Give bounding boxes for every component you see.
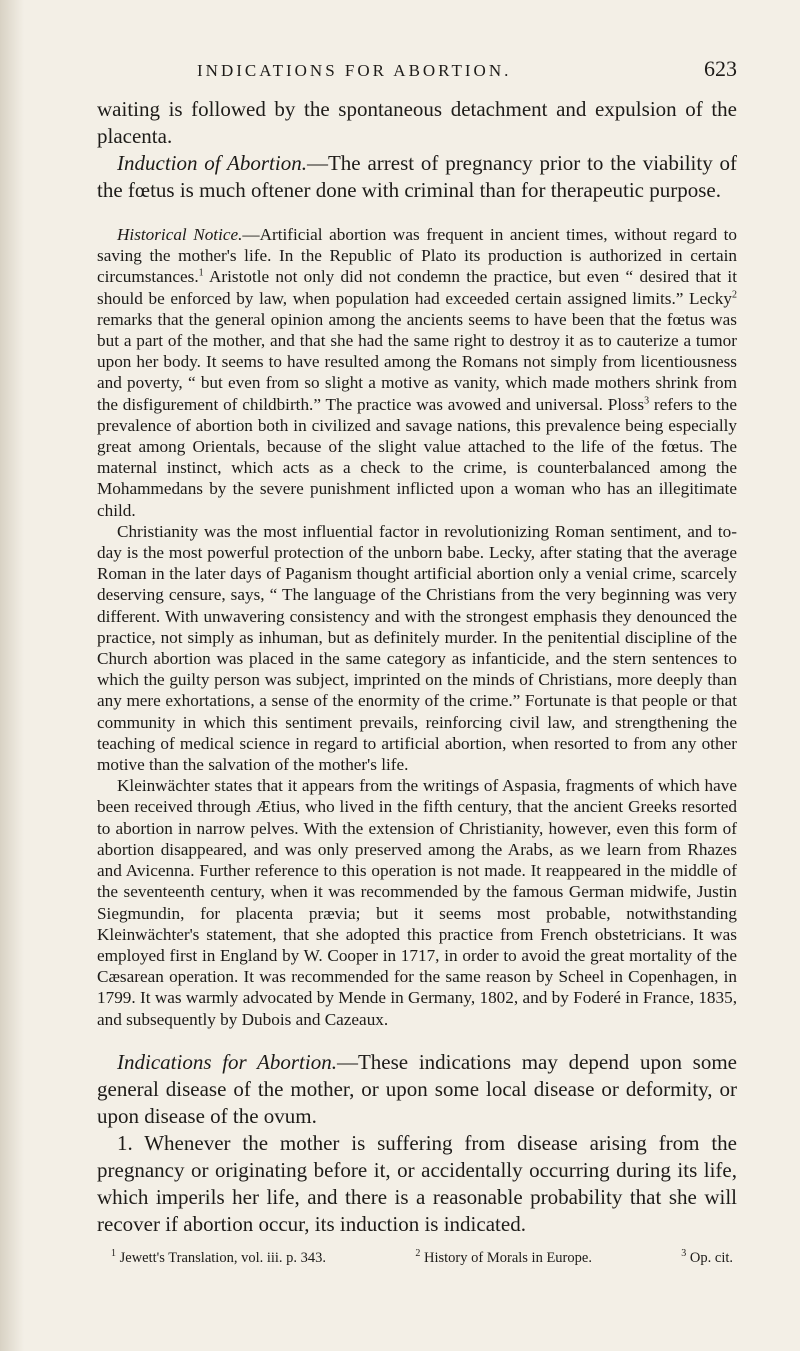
page-number: 623 bbox=[704, 56, 737, 81]
running-header bbox=[197, 56, 737, 96]
section-heading-indications: Indications for Abortion. bbox=[117, 1049, 337, 1074]
footnote-text-3: Op. cit. bbox=[689, 1249, 733, 1266]
footnote-mark-2: 2 bbox=[415, 1247, 421, 1259]
footnote-ref-3: 3 bbox=[644, 394, 650, 406]
footnote-ref-1: 1 bbox=[198, 267, 204, 279]
historical-text-a: —Artificial abortion was frequent in ancient times, without regard to saving the mother's life. In the Republic of Plato its production is authorized in certain circumstances. bbox=[97, 225, 737, 287]
footnote-ref-2: 2 bbox=[732, 288, 737, 300]
footnotes bbox=[97, 1247, 737, 1267]
running-title: INDICATIONS FOR ABORTION. bbox=[197, 61, 512, 80]
paragraph-indication-one: 1. Whenever the mother is suffering from disease arising from the pregnancy or originating before it, or accidentally occurring during its life, which imperils her life, and there is a reasonable probability that she will recover if abortion occur, its induction is indicated. bbox=[97, 1130, 737, 1236]
paragraph-induction bbox=[97, 150, 737, 204]
paragraph-historical bbox=[97, 224, 737, 521]
historical-text-b: Aristotle not only did not condemn the practice, but even “ desired that it should be enforced by law, when population had exceeded certain assigned limits.” Lecky bbox=[97, 267, 737, 308]
footnote-3 bbox=[681, 1247, 733, 1267]
footnote-mark-3: 3 bbox=[681, 1247, 687, 1259]
footnote-1 bbox=[111, 1247, 327, 1267]
paragraph-kleinwachter: Kleinwächter states that it appears from the writings of Aspasia, fragments of which have been received through Ætius, who lived in the fifth century, that the ancient Greeks resorted to abortion in narrow pelves. With the extension of Christianity, however, even this form of abortion disappeared, and was only preserved among the Arabs, as we learn from Rhazes and Avicenna. Further reference to this operation is not made. It reappeared in the middle of the seventeenth century, when it was recommended by the famous German midwife, Justin Siegmundin, for placenta prævia; but it seems most probable, notwithstanding Kleinwächter's statement, that she adopted this practice from French obstetricians. It was employed first in England by W. Cooper in 1717, in order to avoid the great mortality of the Cæsarean operation. It was recommended for the same reason by Scheel in Copenhagen, in 1799. It was warmly advocated by Mende in Germany, 1802, and by Foderé in France, 1835, and subsequently by Dubois and Cazeaux. bbox=[97, 776, 737, 1029]
paragraph-indications-text: —These indications may depend upon some general disease of the mother, or upon some local disease or deformity, or upon disease of the ovum. bbox=[97, 1049, 737, 1128]
footnote-text-2: History of Morals in Europe. bbox=[424, 1249, 592, 1266]
book-page bbox=[97, 56, 737, 1267]
footnote-2 bbox=[415, 1247, 592, 1267]
paragraph-induction-text: —The arrest of pregnancy prior to the viability of the fœtus is much oftener done with criminal than for therapeutic purpose. bbox=[97, 151, 738, 202]
paragraph-indications bbox=[97, 1049, 737, 1130]
historical-text-c: remarks that the general opinion among the ancients seems to have been that the fœtus was but a part of the mother, and that she had the same right to destroy it as to cauterize a tumor upon her body. It seems to have resulted among the Romans not simply from licentiousness and poverty, “ but even from so slight a motive as vanity, which made mothers shrink from the disfigurement of childbirth.” The practice was avowed and universal. Ploss bbox=[97, 309, 737, 414]
section-heading-induction: Induction of Abortion. bbox=[117, 151, 307, 175]
historical-text-d: refers to the prevalence of abortion both in civilized and savage nations, this prevalence being especially great among Orientals, because of the slight value attached to the life of the fœtus. The maternal instinct, which acts as a check to the crime, is counterbalanced among the Mohammedans by the severe punishment inflicted upon a woman who has an illegitimate child. bbox=[97, 394, 737, 520]
page-edge-shadow bbox=[0, 0, 24, 1351]
footnote-mark-1: 1 bbox=[111, 1247, 116, 1259]
paragraph-christianity: Christianity was the most influential factor in revolutionizing Roman sentiment, and to-day is the most powerful protection of the unborn babe. Lecky, after stating that the average Roman in the later days of Paganism thought artificial abortion only a venial crime, scarcely deserving censure, says, “ The language of the Christians from the very beginning was very different. With unwavering consistency and with the strongest emphasis they denounced the practice, not simply as inhuman, but as definitely murder. In the penitential discipline of the Church abortion was placed in the same category as infanticide, and the stern sentences to which the guilty person was subject, imprinted on the minds of Christians, more deeply than any mere exhortations, a sense of the enormity of the crime.” Fortunate is that people or that community in which this sentiment prevails, reinforcing civil law, and strengthening the teaching of medical science in regard to artificial abortion, when resorted to from any other motive than the salvation of the mother's life. bbox=[97, 521, 737, 775]
section-heading-historical: Historical Notice. bbox=[117, 225, 243, 244]
footnote-text-1: Jewett's Translation, vol. iii. p. 343. bbox=[119, 1249, 327, 1266]
paragraph-placenta: waiting is followed by the spontaneous detachment and expulsion of the placenta. bbox=[97, 97, 737, 148]
